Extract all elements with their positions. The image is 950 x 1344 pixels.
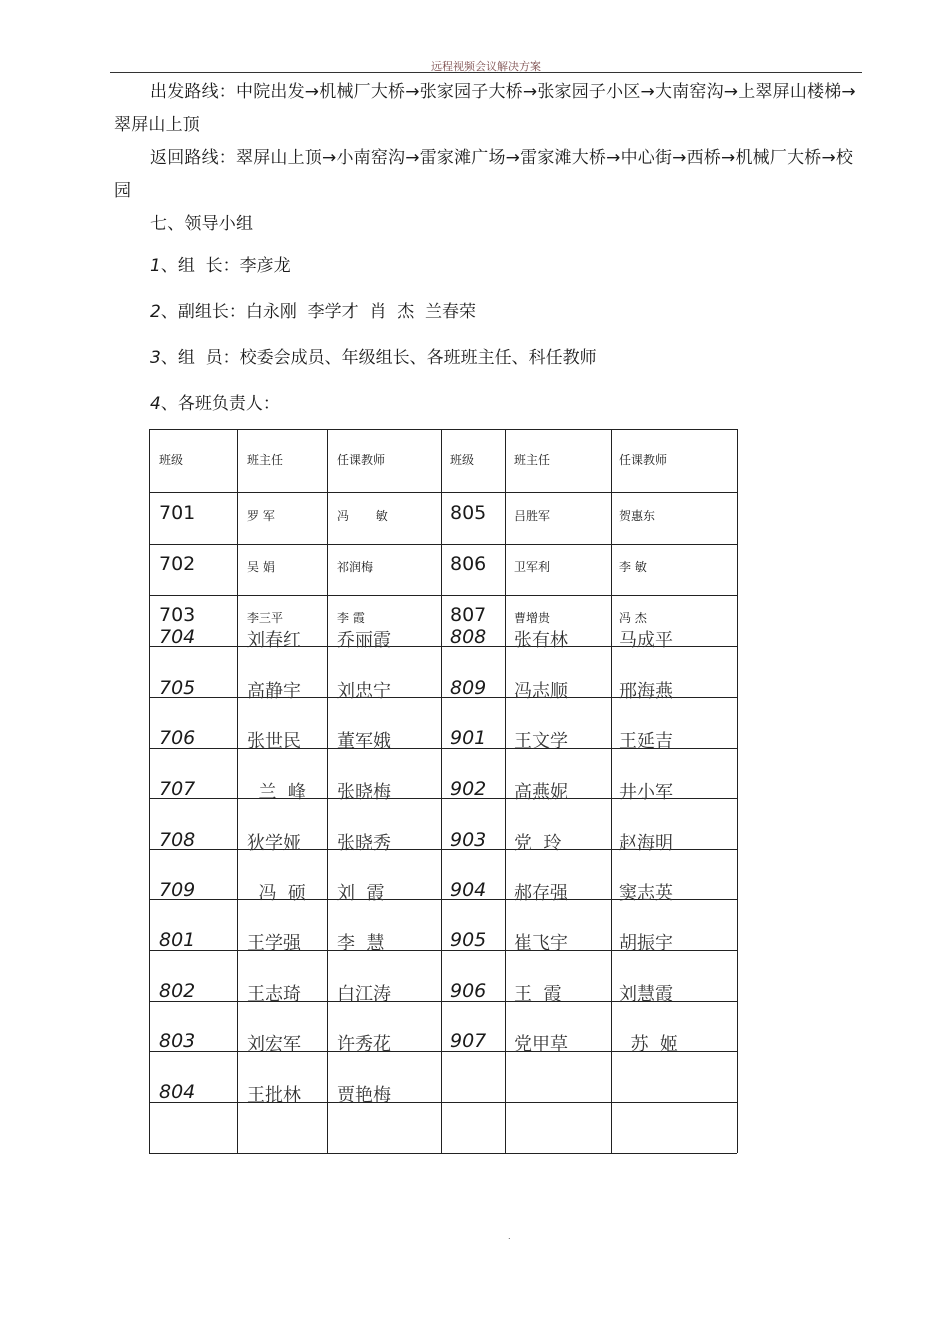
table-column-border — [149, 429, 150, 1153]
table-cell-class: 707 — [159, 778, 196, 800]
table-cell-subject-teacher: 窦志英 — [619, 883, 673, 904]
table-cell-subject-teacher: 李 敏 — [619, 560, 647, 574]
table-cell-class: 705 — [159, 677, 196, 699]
table-cell-head-teacher: 高燕妮 — [514, 782, 568, 803]
table-row-border — [149, 492, 737, 493]
table-column-border — [505, 429, 506, 1153]
table-cell-head-teacher: 党 玲 — [514, 833, 562, 854]
table-row-border — [149, 429, 737, 430]
return-route: 返回路线：翠屏山上顶→小南窑沟→雷家滩广场→雷家滩大桥→中心街→西桥→机械厂大桥→校园 — [114, 148, 854, 201]
table-cell-subject-teacher: 赵海明 — [619, 833, 673, 854]
table-cell-subject-teacher: 乔丽霞 — [337, 630, 391, 651]
table-cell-class: 703 — [159, 604, 196, 626]
table-row-border — [149, 544, 737, 545]
table-cell-subject-teacher: 李 霞 — [337, 611, 365, 625]
table-cell-class: 802 — [159, 980, 196, 1002]
table-row-border — [149, 1102, 737, 1103]
table-cell-class: 906 — [450, 980, 487, 1002]
departure-route: 出发路线：中院出发→机械厂大桥→张家园子大桥→张家园子小区→大南窑沟→上翠屏山楼梯→翠屏山上顶 — [114, 82, 856, 135]
item-text: 、各班负责人： — [160, 394, 280, 414]
item-number: 3 — [150, 348, 161, 368]
table-cell-class: 801 — [159, 929, 196, 951]
table-cell-class: 907 — [450, 1030, 487, 1052]
table-cell-subject-teacher: 井小军 — [619, 782, 673, 803]
table-cell-subject-teacher: 张晓秀 — [337, 833, 391, 854]
item-text: 、组 长：李彦龙 — [160, 256, 291, 276]
table-cell-head-teacher: 崔飞宇 — [514, 933, 568, 954]
section-title: 七、领导小组 — [150, 214, 254, 234]
table-cell-head-teacher: 党甲草 — [514, 1034, 568, 1055]
table-cell-class: 706 — [159, 727, 196, 749]
table-cell-head-teacher: 兰 峰 — [247, 782, 306, 803]
table-cell-class: 804 — [159, 1081, 196, 1103]
table-column-border — [327, 429, 328, 1153]
table-cell-head-teacher: 吴 娟 — [247, 560, 275, 574]
table-row-border — [149, 595, 737, 596]
table-header-subject-teacher: 任课教师 — [337, 453, 386, 467]
table-cell-class: 803 — [159, 1030, 196, 1052]
table-cell-head-teacher: 冯志顺 — [514, 681, 568, 702]
table-column-border — [237, 429, 238, 1153]
table-cell-head-teacher: 郝存强 — [514, 883, 568, 904]
table-cell-head-teacher: 王 霞 — [514, 984, 562, 1005]
table-header-class: 班级 — [159, 453, 184, 467]
table-cell-subject-teacher: 董军娥 — [337, 731, 391, 752]
table-cell-head-teacher: 曹增贵 — [514, 611, 551, 625]
table-cell-subject-teacher: 贺惠东 — [619, 509, 656, 523]
item-text: 、组 员：校委会成员、年级组长、各班班主任、科任教师 — [160, 348, 597, 368]
table-cell-class: 702 — [159, 553, 196, 575]
table-cell-class: 709 — [159, 879, 196, 901]
table-cell-head-teacher: 李三平 — [247, 611, 284, 625]
table-cell-head-teacher: 王批林 — [247, 1085, 301, 1106]
table-header-head-teacher: 班主任 — [514, 453, 551, 467]
table-cell-class: 701 — [159, 502, 196, 524]
table-cell-subject-teacher: 苏 姬 — [619, 1034, 678, 1055]
table-cell-head-teacher: 刘宏军 — [247, 1034, 301, 1055]
page-header-title: 远程视频会议解决方案 — [431, 60, 541, 73]
class-responsibility-table — [149, 429, 737, 1153]
table-column-border — [737, 429, 738, 1153]
table-cell-subject-teacher: 冯 敏 — [337, 509, 388, 523]
item-number: 2 — [150, 302, 161, 322]
table-cell-head-teacher: 狄学娅 — [247, 833, 301, 854]
table-cell-class: 704 — [159, 626, 196, 648]
table-cell-head-teacher: 高静宇 — [247, 681, 301, 702]
table-cell-subject-teacher: 白江涛 — [337, 984, 391, 1005]
table-row-border — [149, 1153, 737, 1154]
table-cell-head-teacher: 刘春红 — [247, 630, 301, 651]
table-cell-head-teacher: 吕胜军 — [514, 509, 551, 523]
table-cell-subject-teacher: 祁润梅 — [337, 560, 374, 574]
table-column-border — [441, 429, 442, 1153]
table-header-head-teacher: 班主任 — [247, 453, 284, 467]
table-column-border — [611, 429, 612, 1153]
table-cell-class: 905 — [450, 929, 487, 951]
table-cell-class: 903 — [450, 829, 487, 851]
table-cell-subject-teacher: 张晓梅 — [337, 782, 391, 803]
table-cell-class: 805 — [450, 502, 487, 524]
list-item-class-heads — [150, 389, 280, 414]
table-cell-head-teacher: 王志琦 — [247, 984, 301, 1005]
table-cell-class: 809 — [450, 677, 487, 699]
item-number: 4 — [150, 394, 161, 414]
list-item-deputy — [150, 297, 476, 322]
table-cell-class: 902 — [450, 778, 487, 800]
table-cell-head-teacher: 冯 硕 — [247, 883, 306, 904]
table-cell-class: 904 — [450, 879, 487, 901]
item-number: 1 — [150, 256, 161, 276]
table-cell-subject-teacher: 邢海燕 — [619, 681, 673, 702]
table-cell-class: 901 — [450, 727, 487, 749]
table-cell-subject-teacher: 刘 霞 — [337, 883, 385, 904]
table-cell-subject-teacher: 刘忠宁 — [337, 681, 391, 702]
table-header-class: 班级 — [450, 453, 475, 467]
item-text: 、副组长：白永刚 李学才 肖 杰 兰春荣 — [160, 302, 477, 322]
list-item-members — [150, 343, 597, 368]
table-cell-head-teacher: 王学强 — [247, 933, 301, 954]
table-cell-subject-teacher: 李 慧 — [337, 933, 385, 954]
table-cell-head-teacher: 罗 军 — [247, 509, 275, 523]
table-cell-head-teacher: 张世民 — [247, 731, 301, 752]
table-cell-class: 807 — [450, 604, 487, 626]
table-cell-subject-teacher: 胡振宇 — [619, 933, 673, 954]
table-cell-subject-teacher: 许秀花 — [337, 1034, 391, 1055]
table-cell-class: 708 — [159, 829, 196, 851]
table-cell-head-teacher: 卫军利 — [514, 560, 551, 574]
table-cell-subject-teacher: 贾艳梅 — [337, 1085, 391, 1106]
table-cell-subject-teacher: 刘慧霞 — [619, 984, 673, 1005]
table-cell-head-teacher: 王文学 — [514, 731, 568, 752]
table-cell-subject-teacher: 冯 杰 — [619, 611, 647, 625]
table-cell-class: 806 — [450, 553, 487, 575]
table-header-subject-teacher: 任课教师 — [619, 453, 668, 467]
footer-mark: . — [508, 1232, 511, 1241]
list-item-leader — [150, 251, 291, 276]
table-cell-class: 808 — [450, 626, 487, 648]
table-cell-head-teacher: 张有林 — [514, 630, 568, 651]
table-cell-subject-teacher: 马成平 — [619, 630, 673, 651]
header-divider — [110, 72, 862, 73]
table-cell-subject-teacher: 王延吉 — [619, 731, 673, 752]
